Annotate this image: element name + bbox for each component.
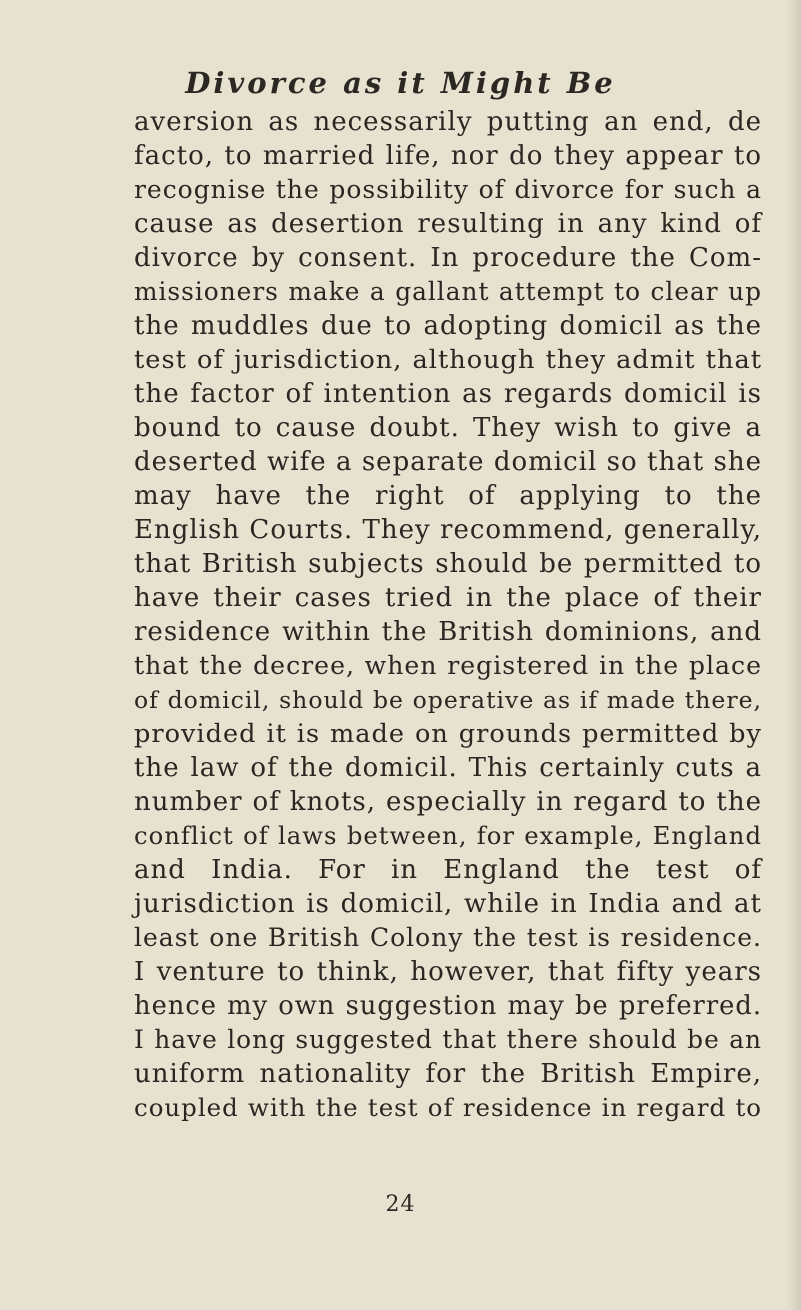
text-line: and India. For in England the test of xyxy=(134,855,762,885)
text-line: number of knots, especially in regard to the xyxy=(134,787,762,817)
text-line: deserted wife a separate domicil so that she xyxy=(134,447,762,477)
text-line: divorce by consent. In procedure the Com- xyxy=(134,243,762,273)
text-line: provided it is made on grounds permitted by xyxy=(134,719,762,749)
text-line: recognise the possibility of divorce for such a xyxy=(134,175,762,204)
text-line: the muddles due to adopting domicil as the xyxy=(134,311,762,341)
text-line: conflict of laws between, for example, England xyxy=(134,821,762,850)
text-line: I venture to think, however, that fifty years xyxy=(134,957,762,987)
page-number: 24 xyxy=(385,1192,416,1217)
text-line: missioners make a gallant attempt to clear up xyxy=(134,277,762,306)
text-line: coupled with the test of residence in regard to xyxy=(134,1093,762,1122)
text-line: least one British Colony the test is residence. xyxy=(134,923,762,952)
text-line: bound to cause doubt. They wish to give a xyxy=(134,413,762,443)
text-line: may have the right of applying to the xyxy=(134,481,762,511)
text-line: English Courts. They recommend, generally, xyxy=(134,515,762,545)
text-line: residence within the British dominions, and xyxy=(134,617,762,647)
page-edge-shadow xyxy=(787,0,801,1310)
text-line: the law of the domicil. This certainly cuts a xyxy=(134,753,762,783)
text-line: uniform nationality for the British Empire, xyxy=(134,1059,762,1089)
text-line: aversion as necessarily putting an end, de xyxy=(134,107,762,137)
text-line: jurisdiction is domicil, while in India and at xyxy=(134,889,762,919)
text-line: I have long suggested that there should be an xyxy=(134,1025,762,1054)
text-line: the factor of intention as regards domicil is xyxy=(134,379,762,409)
text-line: facto, to married life, nor do they appear to xyxy=(134,141,762,171)
body-text xyxy=(134,105,762,1125)
text-line: that British subjects should be permitted to xyxy=(134,549,762,579)
text-line: hence my own suggestion may be preferred. xyxy=(134,991,762,1021)
text-line: have their cases tried in the place of their xyxy=(134,583,762,613)
text-line: test of jurisdiction, although they admit that xyxy=(134,345,762,375)
text-line: that the decree, when registered in the place xyxy=(134,651,762,680)
text-line: cause as desertion resulting in any kind of xyxy=(134,209,762,239)
running-head: Divorce as it Might Be xyxy=(185,66,616,100)
text-line: of domicil, should be operative as if made there, xyxy=(134,686,762,714)
